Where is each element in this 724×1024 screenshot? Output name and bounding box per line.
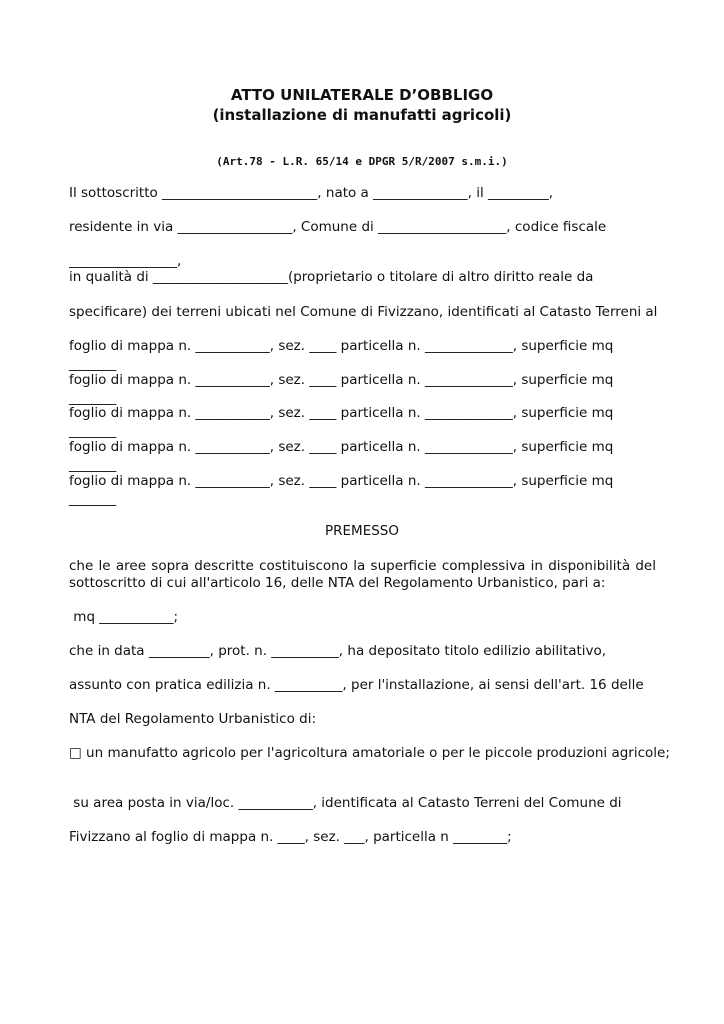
line-sottoscritto: Il sottoscritto _______________________, nato a ______________, il _________, [69, 185, 554, 201]
foglio-row-mq: _______ [69, 423, 117, 439]
foglio-row-mq: _______ [69, 491, 117, 507]
line-specificare: specificare) dei terreni ubicati nel Comune di Fivizzano, identificati al Catasto Terreni al [69, 304, 658, 320]
foglio-row: foglio di mappa n. ___________, sez. ____ particella n. _____________, superficie mq [69, 338, 614, 354]
legal-reference: (Art.78 - L.R. 65/14 e DPGR 5/R/2007 s.m.i.) [216, 155, 508, 168]
line-pratica-edilizia: assunto con pratica edilizia n. __________, per l'installazione, ai sensi dell'art. 16 delle [69, 677, 644, 693]
foglio-row-mq: _______ [69, 390, 117, 406]
foglio-row: foglio di mappa n. ___________, sez. ____ particella n. _____________, superficie mq [69, 439, 614, 455]
line-area-posta: su area posta in via/loc. ___________, identificata al Catasto Terreni del Comune di [69, 795, 622, 811]
document-subtitle: (installazione di manufatti agricoli) [212, 106, 512, 124]
foglio-row-mq: _______ [69, 356, 117, 372]
line-qualita: in qualità di ____________________(proprietario o titolare di altro diritto reale da [69, 269, 594, 285]
line-codice-fiscale: ________________, [69, 253, 182, 269]
checkbox-manufatto-agricolo[interactable]: □ un manufatto agricolo per l'agricoltura amatoriale o per le piccole produzioni agricole; [69, 745, 670, 761]
line-residente: residente in via _________________, Comune di ___________________, codice fiscale [69, 219, 607, 235]
foglio-row: foglio di mappa n. ___________, sez. ____ particella n. _____________, superficie mq [69, 473, 614, 489]
foglio-row: foglio di mappa n. ___________, sez. ____ particella n. _____________, superficie mq [69, 372, 614, 388]
line-mq-total: mq ___________; [69, 609, 179, 625]
section-heading-premesso: PREMESSO [325, 523, 399, 539]
foglio-row: foglio di mappa n. ___________, sez. ____ particella n. _____________, superficie mq [69, 405, 614, 421]
line-data-prot: che in data _________, prot. n. __________, ha depositato titolo edilizio abilitativo, [69, 643, 607, 659]
foglio-row-mq: _______ [69, 457, 117, 473]
document-title: ATTO UNILATERALE D’OBBLIGO [230, 86, 494, 104]
line-nta: NTA del Regolamento Urbanistico di: [69, 711, 317, 727]
line-fivizzano-foglio: Fivizzano al foglio di mappa n. ____, sez. ___, particella n ________; [69, 829, 512, 845]
premesso-paragraph-line1: che le aree sopra descritte costituiscono la superficie complessiva in disponibilità del [69, 558, 656, 574]
premesso-paragraph-line2: sottoscritto di cui all'articolo 16, delle NTA del Regolamento Urbanistico, pari a: [69, 575, 606, 591]
